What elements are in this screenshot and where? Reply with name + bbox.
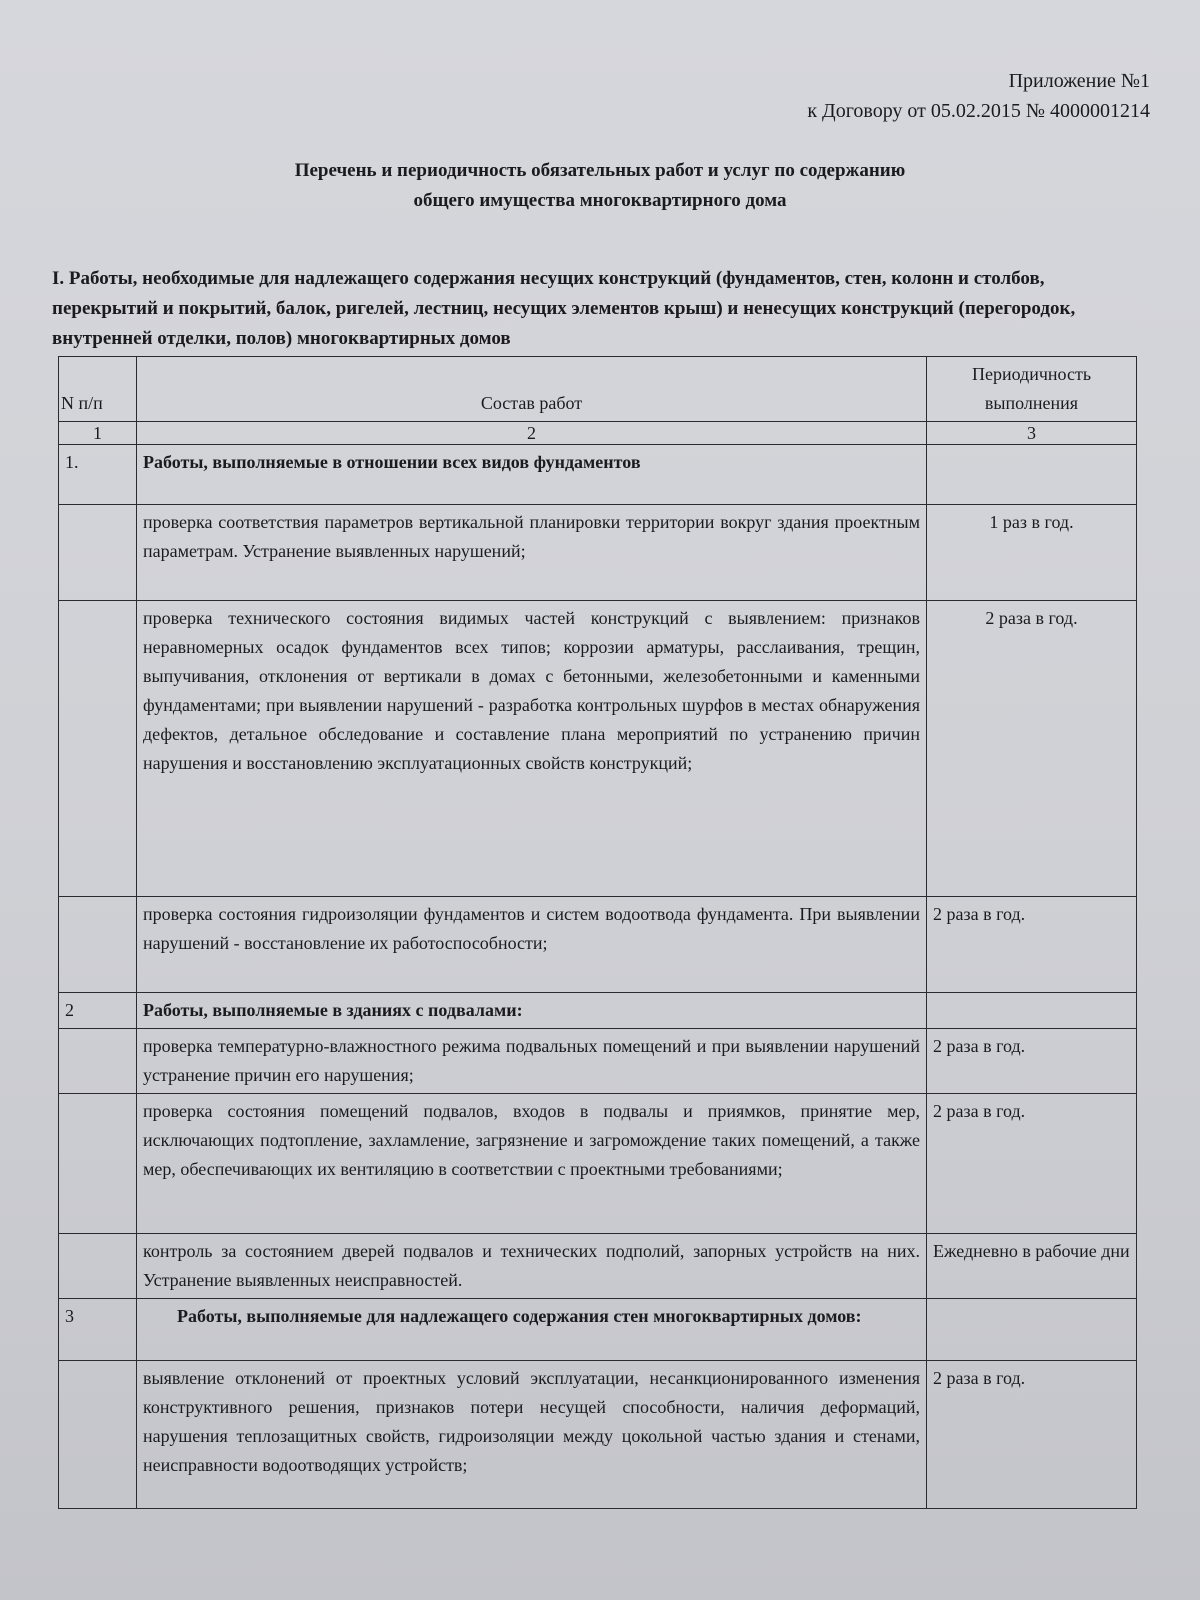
table-row bbox=[59, 601, 1137, 897]
row-period bbox=[927, 993, 1137, 1029]
title-line-1: Перечень и периодичность обязательных работ и услуг по содержанию bbox=[294, 160, 906, 181]
section-heading: I. Работы, необходимые для надлежащего содержания несущих конструкций (фундаментов, стен, колонн и столбов, перекрытий и покрытий, балок, ригелей, лестниц, несущих элементов крыш) и ненесущих конструкций (перегородок, внутренней отделки, полов) многоквартирных домов bbox=[52, 268, 1076, 349]
row-period bbox=[927, 1299, 1137, 1361]
header-num: N п/п bbox=[59, 357, 137, 422]
table-header-row bbox=[59, 357, 1137, 422]
column-index: 1 bbox=[59, 422, 137, 445]
header-period: Периодичность выполнения bbox=[927, 357, 1137, 422]
table-row bbox=[59, 1361, 1137, 1509]
row-number bbox=[59, 1234, 137, 1299]
row-number bbox=[59, 601, 137, 897]
row-period: 2 раза в год. bbox=[927, 897, 1137, 993]
row-work: проверка состояния гидроизоляции фундаментов и систем водоотвода фундамента. При выявлении нарушений - восстановление их работоспособности; bbox=[137, 897, 927, 993]
table-row bbox=[59, 505, 1137, 601]
document-title bbox=[0, 156, 1200, 216]
row-period: 2 раза в год. bbox=[927, 601, 1137, 897]
column-index: 2 bbox=[137, 422, 927, 445]
row-work: проверка технического состояния видимых частей конструкций с выявлением: признаков неравномерных осадок фундаментов всех типов; коррозии арматуры, расслаивания, трещин, выпучивания, отклонения от вертикали в домах с бетонными, железобетонными и каменными фундаментами; при выявлении нарушений - разработка контрольных шурфов в местах обнаружения дефектов, детальное обследование и составление плана мероприятий по устранению причин нарушения и восстановлению эксплуатационных свойств конструкций; bbox=[137, 601, 927, 897]
row-work: Работы, выполняемые для надлежащего содержания стен многоквартирных домов: bbox=[137, 1299, 927, 1361]
row-number bbox=[59, 1094, 137, 1234]
appendix-reference bbox=[807, 66, 1150, 126]
row-work: проверка температурно-влажностного режима подвальных помещений и при выявлении нарушений устранение причин его нарушения; bbox=[137, 1029, 927, 1094]
table-row-group bbox=[59, 445, 1137, 505]
table-row-group bbox=[59, 993, 1137, 1029]
works-table bbox=[58, 356, 1137, 1509]
table-row bbox=[59, 1094, 1137, 1234]
title-line-2: общего имущества многоквартирного дома bbox=[413, 190, 787, 211]
row-work: проверка соответствия параметров вертикальной планировки территории вокруг здания проектным параметрам. Устранение выявленных нарушений; bbox=[137, 505, 927, 601]
appendix-label: Приложение №1 bbox=[1008, 70, 1150, 92]
column-index-row bbox=[59, 422, 1137, 445]
row-number bbox=[59, 1029, 137, 1094]
row-work: проверка состояния помещений подвалов, входов в подвалы и приямков, принятие мер, исключающих подтопление, захламление, загрязнение и загромождение таких помещений, а также мер, обеспечивающих их вентиляцию в соответствии с проектными требованиями; bbox=[137, 1094, 927, 1234]
row-period: Ежедневно в рабочие дни bbox=[927, 1234, 1137, 1299]
row-work: выявление отклонений от проектных условий эксплуатации, несанкционированного изменения конструктивного решения, признаков потери несущей способности, наличия деформаций, нарушения теплозащитных свойств, гидроизоляции между цокольной частью здания и стенами, неисправности водоотводящих устройств; bbox=[137, 1361, 927, 1509]
row-work: Работы, выполняемые в зданиях с подвалами: bbox=[137, 993, 927, 1029]
row-number: 1. bbox=[59, 445, 137, 505]
row-work: Работы, выполняемые в отношении всех видов фундаментов bbox=[137, 445, 927, 505]
table-row-group bbox=[59, 1299, 1137, 1361]
row-period: 1 раз в год. bbox=[927, 505, 1137, 601]
table-row bbox=[59, 897, 1137, 993]
row-number: 3 bbox=[59, 1299, 137, 1361]
row-period bbox=[927, 445, 1137, 505]
row-number: 2 bbox=[59, 993, 137, 1029]
row-period: 2 раза в год. bbox=[927, 1361, 1137, 1509]
row-work: контроль за состоянием дверей подвалов и технических подполий, запорных устройств на них. Устранение выявленных неисправностей. bbox=[137, 1234, 927, 1299]
row-number bbox=[59, 1361, 137, 1509]
row-period: 2 раза в год. bbox=[927, 1094, 1137, 1234]
row-period: 2 раза в год. bbox=[927, 1029, 1137, 1094]
contract-reference: к Договору от 05.02.2015 № 4000001214 bbox=[807, 100, 1150, 122]
table-row bbox=[59, 1234, 1137, 1299]
header-work: Состав работ bbox=[137, 357, 927, 422]
row-number bbox=[59, 505, 137, 601]
row-number bbox=[59, 897, 137, 993]
column-index: 3 bbox=[927, 422, 1137, 445]
table-row bbox=[59, 1029, 1137, 1094]
